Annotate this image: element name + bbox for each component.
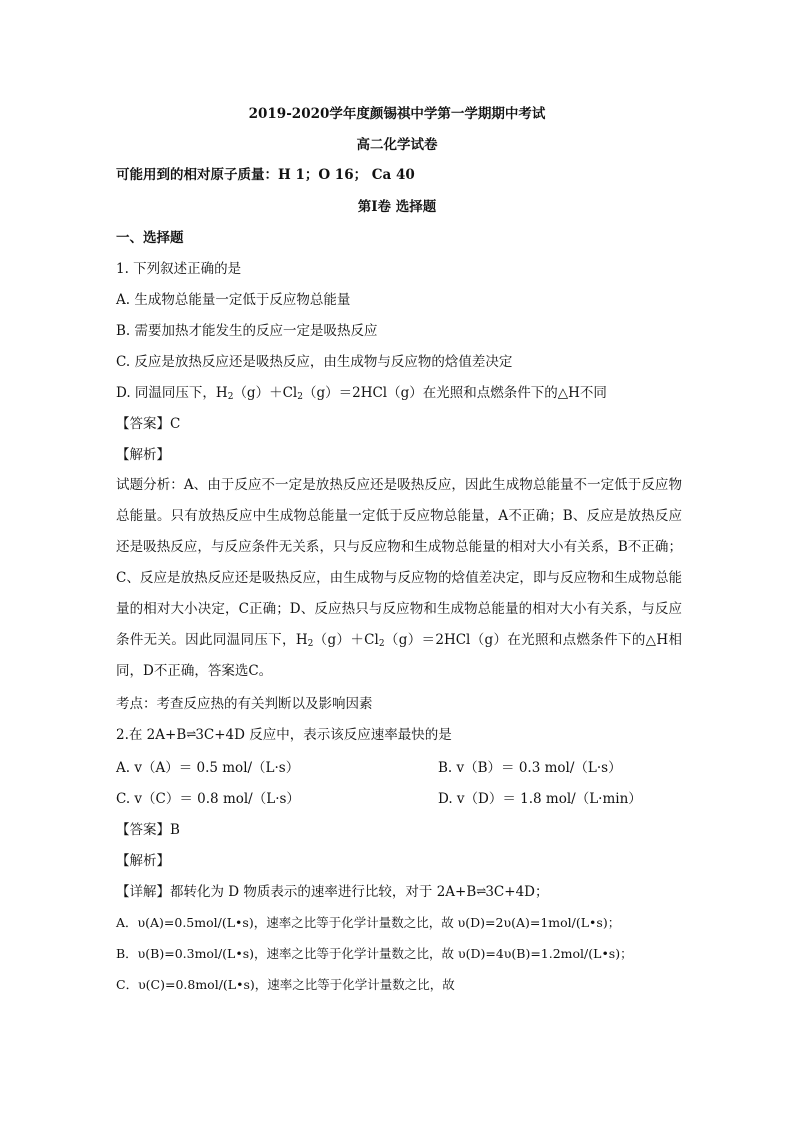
q1-option-a: A. 生成物总能量一定低于反应物总能量	[116, 292, 351, 308]
atomic-mass-note: 可能用到的相对原子质量：H 1；O 16； Ca 40	[116, 167, 415, 183]
q2-detail-line-c: C．υ(C)=0.8mol/(L•s)，速率之比等于化学计量数之比，故	[116, 977, 455, 992]
q2-stem: 2.在 2A+B⇌3C+4D 反应中，表示该反应速率最快的是	[116, 725, 686, 745]
q2-option-d: D. v（D）＝ 1.8 mol/（L·min）	[438, 791, 642, 807]
q2-answer: 【答案】B	[116, 822, 180, 838]
q2-detail: 【详解】都转化为 D 物质表示的速率进行比较，对于 2A+B⇌3C+4D；	[116, 882, 686, 902]
section-heading: 第Ⅰ卷 选择题	[357, 199, 437, 215]
q1-answer: 【答案】C	[116, 416, 181, 432]
q1-option-b: B. 需要加热才能发生的反应一定是吸热反应	[116, 323, 378, 339]
q1-stem: 1. 下列叙述正确的是	[116, 261, 242, 277]
q2-detail-line-b: B．υ(B)=0.3mol/(L•s)，速率之比等于化学计量数之比，故 υ(D)=4υ(B)=1.2mol/(L•s)；	[116, 946, 633, 961]
q2-option-c: C. v（C）＝ 0.8 mol/（L·s）	[116, 791, 300, 807]
q1-option-d: D. 同温同压下，$H_2(g)+Cl_2(g)=2HCl(g)$在光照和点燃条件下的△H不同	[116, 385, 607, 402]
q2-option-a: A. v（A）＝ 0.5 mol/（L·s）	[116, 760, 300, 776]
equilibrium-arrow-icon: ⇌	[476, 884, 486, 898]
q2-detail-line-a: A．υ(A)=0.5mol/(L•s)，速率之比等于化学计量数之比，故 υ(D)=2υ(A)=1mol/(L•s)；	[116, 915, 621, 930]
part-heading: 一、选择题	[116, 230, 184, 246]
q1-analysis-text: 试题分析：A、由于反应不一定是放热反应还是吸热反应，因此生成物总能量不一定低于反应物总能量。只有放热反应中生成物总能量一定低于反应物总能量，A不正确；B、反应是放热反应还是吸热反应，与反应条件无关系，只与反应物和生成物总能量的相对大小有关系，B不正确；C、反应是放热反应还是吸热反应，由生成物与反应物的焓值差决定，即与反应物和生成物总能量的相对大小决定，C正确；D、反应热只与反应物和生成物总能量的相对大小有关系，与反应条件无关。因此同温同压下，$H_2(g)+Cl_2(g)=2HCl(g)$在光照和点燃条件下的△H相同，D不正确，答案选C。	[116, 477, 682, 679]
q1-kaodian: 考点：考查反应热的有关判断以及影响因素	[116, 696, 373, 712]
q2-options-row-2	[116, 789, 686, 809]
q2-analysis-label: 【解析】	[116, 853, 170, 869]
q1-analysis-label: 【解析】	[116, 447, 170, 463]
q2-options-row-1	[116, 758, 686, 778]
equilibrium-arrow-icon: ⇌	[186, 727, 196, 741]
q2-option-b: B. v（B）＝ 0.3 mol/（L·s）	[438, 760, 622, 776]
q1-option-c: C. 反应是放热反应还是吸热反应，由生成物与反应物的焓值差决定	[116, 354, 513, 370]
exam-title: 2019-2020学年度颜锡祺中学第一学期期中考试	[248, 106, 546, 122]
exam-subtitle: 高二化学试卷	[356, 137, 438, 153]
